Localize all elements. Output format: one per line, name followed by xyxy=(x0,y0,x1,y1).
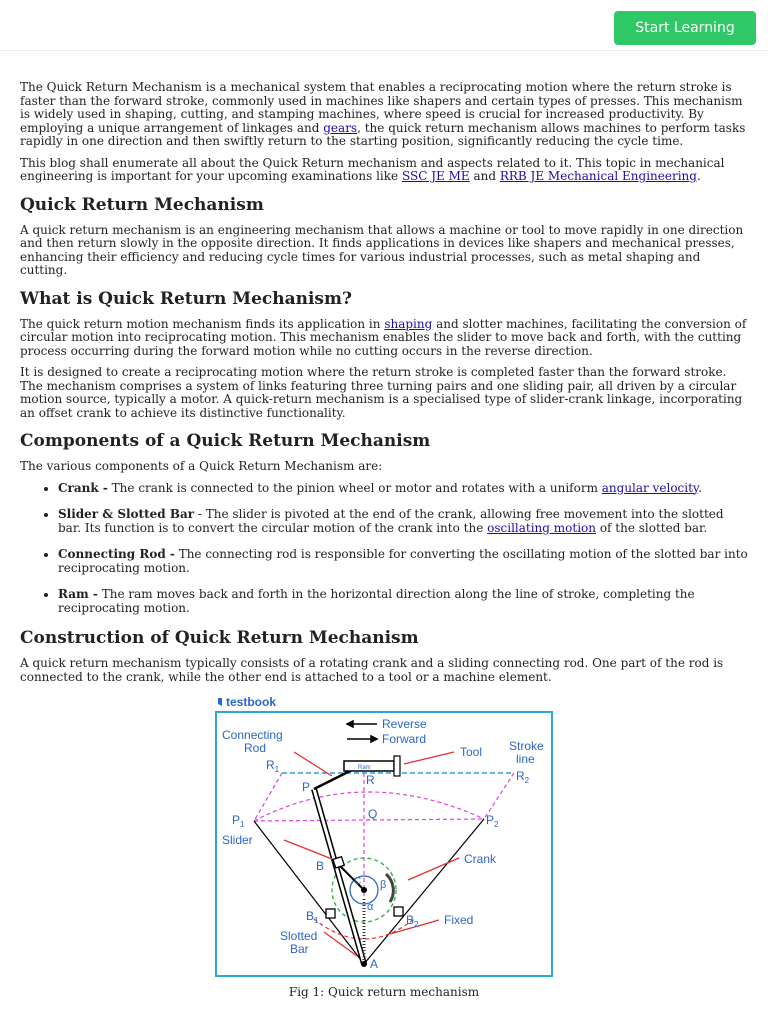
slider-b2 xyxy=(394,907,403,916)
list-item-crank xyxy=(58,482,748,496)
label-b: B xyxy=(316,859,325,873)
section-heading-quick-return: Quick Return Mechanism xyxy=(20,194,264,215)
r1-sub: 1 xyxy=(274,765,280,774)
text: The Quick Return Mechanism is a mechanical system that enables a reciprocating motion where the return stroke is faster than the forward stroke, commonly used in machines like shapers and certain types of presses. This mechanism is widely used in shaping, cutting, and stamping machines, where speed is crucial for increased productivity. By employing a unique arrangement of linkages and xyxy=(20,80,743,135)
section2-paragraph-2: It is designed to create a reciprocating motion where the return stroke is completed faster than the forward stroke. The mechanism comprises a system of links featuring three turning pairs and one sliding pair, all driven by a circular motion source, typically a motor. A quick-return mechanism is a specialised type of slider-crank linkage, incorporating an offset crank to achieve its distinctive functionality. xyxy=(20,365,743,420)
text: - The slider is pivoted at the end of the crank, allowing free movement into the slotted bar. Its function is to convert the circular motion of the crank into the xyxy=(58,507,724,535)
label-c: C xyxy=(354,876,362,887)
r1-main: R xyxy=(266,758,275,772)
text: This blog shall enumerate all about the Quick Return mechanism and aspects related to it. This topic in mechanical engineering is important for your upcoming examinations like xyxy=(20,155,725,183)
label-rod: Rod xyxy=(244,741,267,755)
rrb-je-link[interactable]: RRB JE Mechanical Engineering xyxy=(499,169,697,183)
slider-b1 xyxy=(326,909,335,918)
quick-return-diagram xyxy=(214,694,554,979)
label-beta: β xyxy=(380,879,387,891)
shaping-link[interactable]: shaping xyxy=(384,316,433,331)
text: of the slotted bar. xyxy=(596,520,708,535)
text: The crank is connected to the pinion wheel or motor and rotates with a uniform xyxy=(107,480,602,495)
ssc-je-me-link[interactable]: SSC JE ME xyxy=(401,169,470,183)
p2-main: P xyxy=(486,813,495,827)
figure-caption: Fig 1: Quick return mechanism xyxy=(288,985,480,999)
label-tool: Tool xyxy=(460,745,483,759)
label-bar: Bar xyxy=(290,942,309,956)
b1-main: B xyxy=(306,909,315,923)
text: The quick return motion mechanism finds its application in xyxy=(20,316,385,331)
label-alpha: α xyxy=(367,901,374,913)
intro-paragraph-2 xyxy=(20,157,748,184)
top-bar xyxy=(0,0,768,51)
intro-paragraph-1 xyxy=(20,81,748,149)
figure-border xyxy=(216,712,552,976)
label-a: A xyxy=(370,957,379,971)
section-heading-what-is: What is Quick Return Mechanism? xyxy=(20,288,352,309)
start-learning-button[interactable]: Start Learning xyxy=(614,11,756,45)
term: Slider & Slotted Bar xyxy=(58,507,195,521)
label-line: line xyxy=(516,752,535,766)
pivot-a xyxy=(361,961,367,967)
r2-main: R xyxy=(516,769,525,783)
text: and slotter machines, facilitating the conversion of circular motion into reciprocating motion. This mechanism enables the slider to move back and forth, with the cutting process occurring during the forward motion while no cutting occurs in the reverse direction. xyxy=(20,316,747,358)
slider-block xyxy=(333,857,344,868)
label-slider: Slider xyxy=(222,833,253,847)
label-forward: Forward xyxy=(382,732,427,746)
p1-sub: 1 xyxy=(240,820,245,829)
term: Crank - xyxy=(58,480,108,495)
list-item-connecting-rod xyxy=(58,548,748,575)
gears-link[interactable]: gears xyxy=(323,120,358,135)
term: Connecting Rod - xyxy=(58,547,175,561)
section2-paragraph-1 xyxy=(20,318,748,359)
label-slotted: Slotted xyxy=(280,929,318,943)
logo-mark xyxy=(218,698,222,706)
b1-sub: 1 xyxy=(314,916,319,925)
components-intro: The various components of a Quick Return Mechanism are: xyxy=(20,459,383,473)
text: . xyxy=(698,480,702,495)
section4-paragraph: A quick return mechanism typically consists of a rotating crank and a sliding connecting rod. One part of the rod is connected to the crank, while the other end is attached to a tool or a machine element. xyxy=(20,656,724,684)
testbook-logo xyxy=(218,695,276,709)
term: Ram - xyxy=(58,587,98,601)
figure xyxy=(20,694,748,999)
label-q: Q xyxy=(368,807,378,821)
angular-velocity-link[interactable]: angular velocity xyxy=(601,480,699,495)
section-heading-construction: Construction of Quick Return Mechanism xyxy=(20,628,419,648)
oscillating-motion-link[interactable]: oscillating motion xyxy=(487,520,596,535)
label-p: P xyxy=(302,780,311,794)
p2-sub: 2 xyxy=(494,820,499,829)
article xyxy=(0,51,768,999)
label-fixed: Fixed xyxy=(444,913,474,927)
list-item-slider xyxy=(58,508,748,535)
list-item-ram xyxy=(58,588,748,615)
brand-text: testbook xyxy=(226,695,277,709)
label-crank: Crank xyxy=(464,852,497,866)
section-heading-components: Components of a Quick Return Mechanism xyxy=(20,431,431,451)
components-list xyxy=(20,482,748,616)
ram-label: Ram xyxy=(358,765,371,771)
text: The connecting rod is responsible for converting the oscillating motion of the slotted bar into reciprocating motion. xyxy=(58,547,748,575)
label-reverse: Reverse xyxy=(382,717,427,731)
b2-sub: 2 xyxy=(414,920,419,929)
text: The ram moves back and forth in the horizontal direction along the line of stroke, completing the reciprocating motion. xyxy=(58,587,695,615)
text: and xyxy=(469,169,500,183)
label-connecting: Connecting xyxy=(222,728,283,742)
p1-main: P xyxy=(232,813,241,827)
section1-paragraph: A quick return mechanism is an engineering mechanism that allows a machine or tool to move rapidly in one direction and then return slowly in the opposite direction. It finds applications in devices like shapers and mechanical presses, enhancing their efficiency and reducing cycle times for various industrial processes, such as metal shaping and cutting. xyxy=(20,222,744,277)
r2-sub: 2 xyxy=(524,776,530,785)
text: , the quick return mechanism allows machines to perform tasks rapidly in one direction and then swiftly return to the starting position, significantly reducing the cycle time. xyxy=(20,120,746,148)
label-r: R xyxy=(366,773,375,787)
label-stroke: Stroke xyxy=(509,739,544,753)
tool-block xyxy=(394,756,400,776)
b2-main: B xyxy=(406,913,415,927)
text: . xyxy=(696,169,701,183)
